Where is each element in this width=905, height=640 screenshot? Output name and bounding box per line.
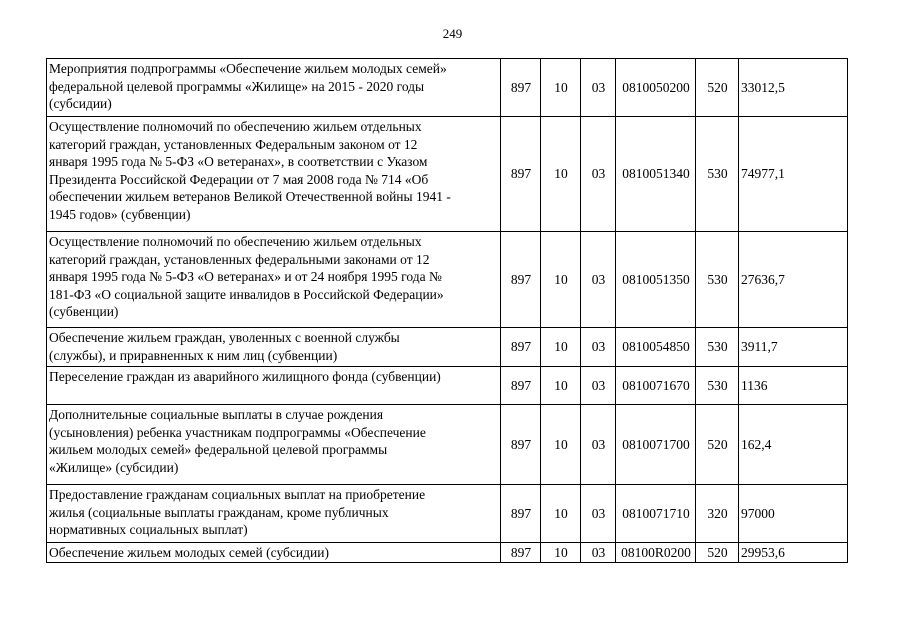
row-description: Обеспечение жильем граждан, уволенных с военной службы (службы), и приравненных к ним лиц (субвенции) — [47, 328, 501, 367]
expense-type-code: 520 — [696, 59, 739, 117]
expense-type-code: 320 — [696, 485, 739, 543]
row-description: Осуществление полномочий по обеспечению жильем отдельных категорий граждан, установленных федеральными законами от 12 января 1995 года № 5-ФЗ «О ветеранах» и от 24 ноября 1995 года № 181-ФЗ «О социальной защите инвалидов в Российской Федерации» (субвенции) — [47, 232, 501, 328]
subsection-code: 03 — [581, 405, 616, 485]
table-row — [47, 328, 848, 367]
row-description: Осуществление полномочий по обеспечению жильем отдельных категорий граждан, установленных Федеральным законом от 12 января 1995 года № 5-ФЗ «О ветеранах», в соответствии с Указом Президента Российской Федерации от 7 мая 2008 года № 714 «Об обеспечении жильем ветеранов Великой Отечественной войны 1941 - 1945 годов» (субвенции) — [47, 117, 501, 232]
amount: 3911,7 — [739, 328, 848, 367]
ved-code: 897 — [501, 485, 541, 543]
expense-type-code: 530 — [696, 328, 739, 367]
section-code: 10 — [541, 543, 581, 563]
target-article-code: 08100R0200 — [616, 543, 696, 563]
amount: 1136 — [739, 367, 848, 405]
subsection-code: 03 — [581, 367, 616, 405]
ved-code: 897 — [501, 543, 541, 563]
table-row — [47, 117, 848, 232]
subsection-code: 03 — [581, 543, 616, 563]
section-code: 10 — [541, 59, 581, 117]
ved-code: 897 — [501, 405, 541, 485]
table-row — [47, 367, 848, 405]
ved-code: 897 — [501, 117, 541, 232]
amount: 162,4 — [739, 405, 848, 485]
expense-type-code: 520 — [696, 543, 739, 563]
target-article-code: 0810054850 — [616, 328, 696, 367]
section-code: 10 — [541, 405, 581, 485]
row-description: Переселение граждан из аварийного жилищного фонда (субвенции) — [47, 367, 501, 405]
table-row — [47, 232, 848, 328]
table-row — [47, 543, 848, 563]
amount: 27636,7 — [739, 232, 848, 328]
ved-code: 897 — [501, 59, 541, 117]
expense-type-code: 530 — [696, 367, 739, 405]
target-article-code: 0810051340 — [616, 117, 696, 232]
subsection-code: 03 — [581, 117, 616, 232]
section-code: 10 — [541, 117, 581, 232]
table-row — [47, 59, 848, 117]
row-description: Мероприятия подпрограммы «Обеспечение жильем молодых семей» федеральной целевой программы «Жилище» на 2015 - 2020 годы (субсидии) — [47, 59, 501, 117]
subsection-code: 03 — [581, 328, 616, 367]
target-article-code: 0810071700 — [616, 405, 696, 485]
expense-type-code: 530 — [696, 117, 739, 232]
ved-code: 897 — [501, 232, 541, 328]
expense-type-code: 530 — [696, 232, 739, 328]
amount: 33012,5 — [739, 59, 848, 117]
amount: 74977,1 — [739, 117, 848, 232]
expense-type-code: 520 — [696, 405, 739, 485]
table-row — [47, 405, 848, 485]
row-description: Дополнительные социальные выплаты в случае рождения (усыновления) ребенка участникам подпрограммы «Обеспечение жильем молодых семей» федеральной целевой программы «Жилище» (субсидии) — [47, 405, 501, 485]
target-article-code: 0810051350 — [616, 232, 696, 328]
ved-code: 897 — [501, 328, 541, 367]
target-article-code: 0810071710 — [616, 485, 696, 543]
ved-code: 897 — [501, 367, 541, 405]
amount: 29953,6 — [739, 543, 848, 563]
section-code: 10 — [541, 367, 581, 405]
section-code: 10 — [541, 232, 581, 328]
section-code: 10 — [541, 328, 581, 367]
row-description: Обеспечение жильем молодых семей (субсидии) — [47, 543, 501, 563]
amount: 97000 — [739, 485, 848, 543]
row-description: Предоставление гражданам социальных выплат на приобретение жилья (социальные выплаты гражданам, кроме публичных нормативных социальных выплат) — [47, 485, 501, 543]
subsection-code: 03 — [581, 232, 616, 328]
target-article-code: 0810050200 — [616, 59, 696, 117]
section-code: 10 — [541, 485, 581, 543]
subsection-code: 03 — [581, 485, 616, 543]
target-article-code: 0810071670 — [616, 367, 696, 405]
budget-table — [46, 58, 848, 563]
subsection-code: 03 — [581, 59, 616, 117]
table-row — [47, 485, 848, 543]
page-number: 249 — [442, 26, 463, 41]
